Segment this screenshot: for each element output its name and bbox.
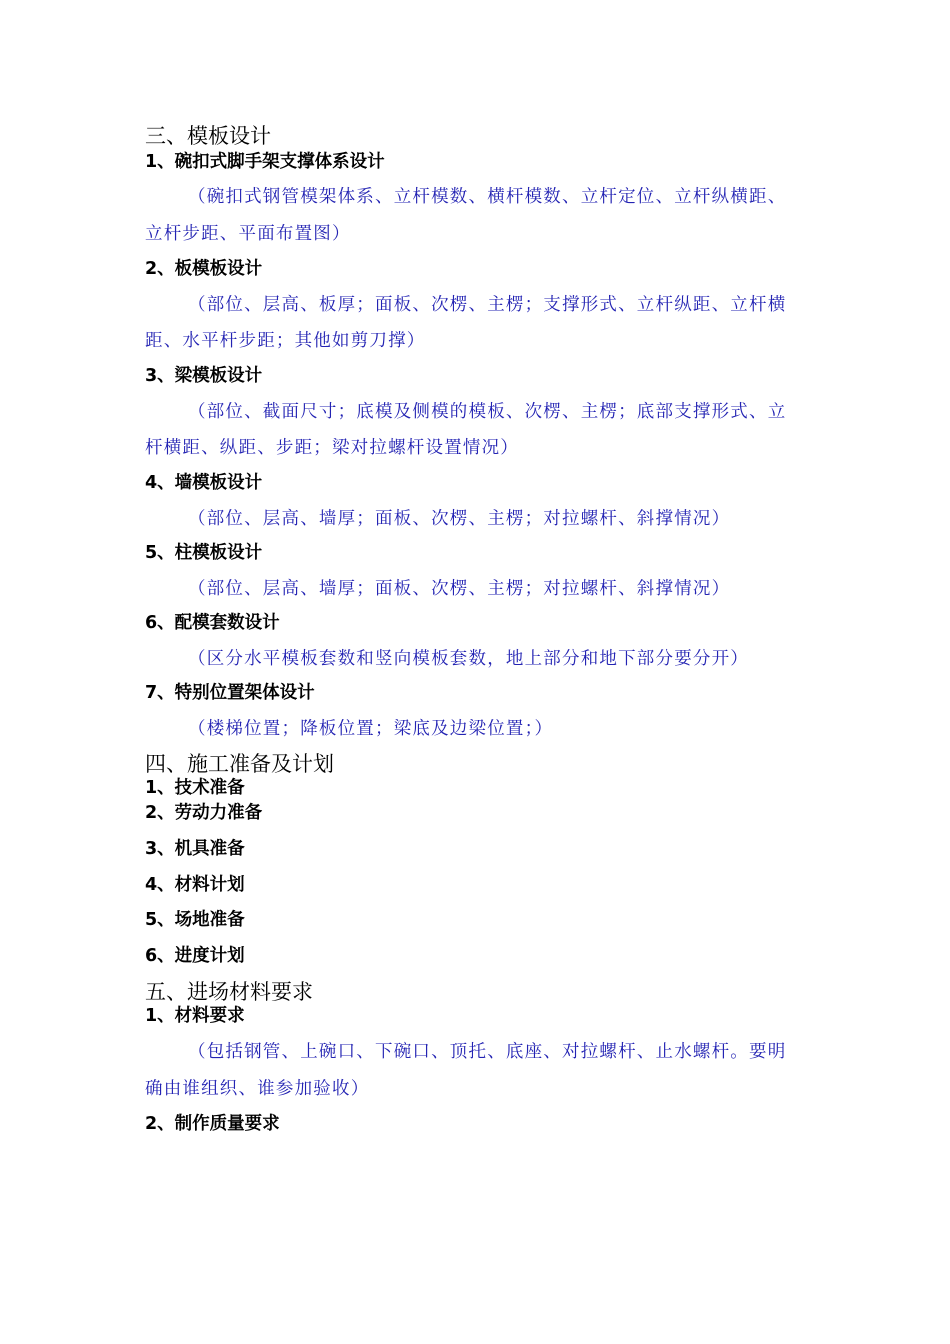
item-heading-3-1: 1、碗扣式脚手架支撑体系设计 bbox=[145, 152, 385, 172]
item-note-3-1-line1: （碗扣式钢管模架体系、立杆模数、横杆模数、立杆定位、立杆纵横距、 bbox=[188, 187, 787, 207]
item-heading-4-1: 1、技术准备 bbox=[145, 778, 245, 798]
item-heading-4-5: 5、场地准备 bbox=[145, 910, 245, 930]
item-heading-4-2: 2、劳动力准备 bbox=[145, 803, 263, 823]
item-note-3-4-line1: （部位、层高、墙厚；面板、次楞、主楞；对拉螺杆、斜撑情况） bbox=[188, 509, 731, 529]
item-note-3-3-line2: 杆横距、纵距、步距；梁对拉螺杆设置情况） bbox=[145, 438, 519, 458]
section-title-4: 四、施工准备及计划 bbox=[145, 752, 334, 776]
item-heading-5-1: 1、材料要求 bbox=[145, 1006, 245, 1026]
item-note-5-1-line2: 确由谁组织、谁参加验收） bbox=[145, 1079, 370, 1099]
item-note-3-5-line1: （部位、层高、墙厚；面板、次楞、主楞；对拉螺杆、斜撑情况） bbox=[188, 579, 731, 599]
item-note-5-1-line1: （包括钢管、上碗口、下碗口、顶托、底座、对拉螺杆、止水螺杆。要明 bbox=[188, 1042, 787, 1062]
item-heading-4-3: 3、机具准备 bbox=[145, 839, 245, 859]
item-note-3-7-line1: （楼梯位置；降板位置；梁底及边梁位置；） bbox=[188, 719, 554, 739]
item-note-3-2-line1: （部位、层高、板厚；面板、次楞、主楞；支撑形式、立杆纵距、立杆横 bbox=[188, 295, 787, 315]
section-title-5: 五、进场材料要求 bbox=[145, 980, 313, 1004]
item-heading-3-7: 7、特别位置架体设计 bbox=[145, 683, 315, 703]
item-heading-3-5: 5、柱模板设计 bbox=[145, 543, 263, 563]
item-note-3-2-line2: 距、水平杆步距；其他如剪刀撑） bbox=[145, 331, 426, 351]
item-heading-3-3: 3、梁模板设计 bbox=[145, 366, 263, 386]
item-note-3-6-line1: （区分水平模板套数和竖向模板套数，地上部分和地下部分要分开） bbox=[188, 649, 749, 669]
item-note-3-1-line2: 立杆步距、平面布置图） bbox=[145, 224, 351, 244]
item-heading-5-2: 2、制作质量要求 bbox=[145, 1114, 280, 1134]
item-heading-4-6: 6、进度计划 bbox=[145, 946, 245, 966]
section-title-3: 三、模板设计 bbox=[145, 124, 271, 148]
item-heading-3-6: 6、配模套数设计 bbox=[145, 613, 280, 633]
item-heading-4-4: 4、材料计划 bbox=[145, 875, 245, 895]
item-note-3-3-line1: （部位、截面尺寸；底模及侧模的模板、次楞、主楞；底部支撑形式、立 bbox=[188, 402, 787, 422]
item-heading-3-4: 4、墙模板设计 bbox=[145, 473, 263, 493]
item-heading-3-2: 2、板模板设计 bbox=[145, 259, 263, 279]
